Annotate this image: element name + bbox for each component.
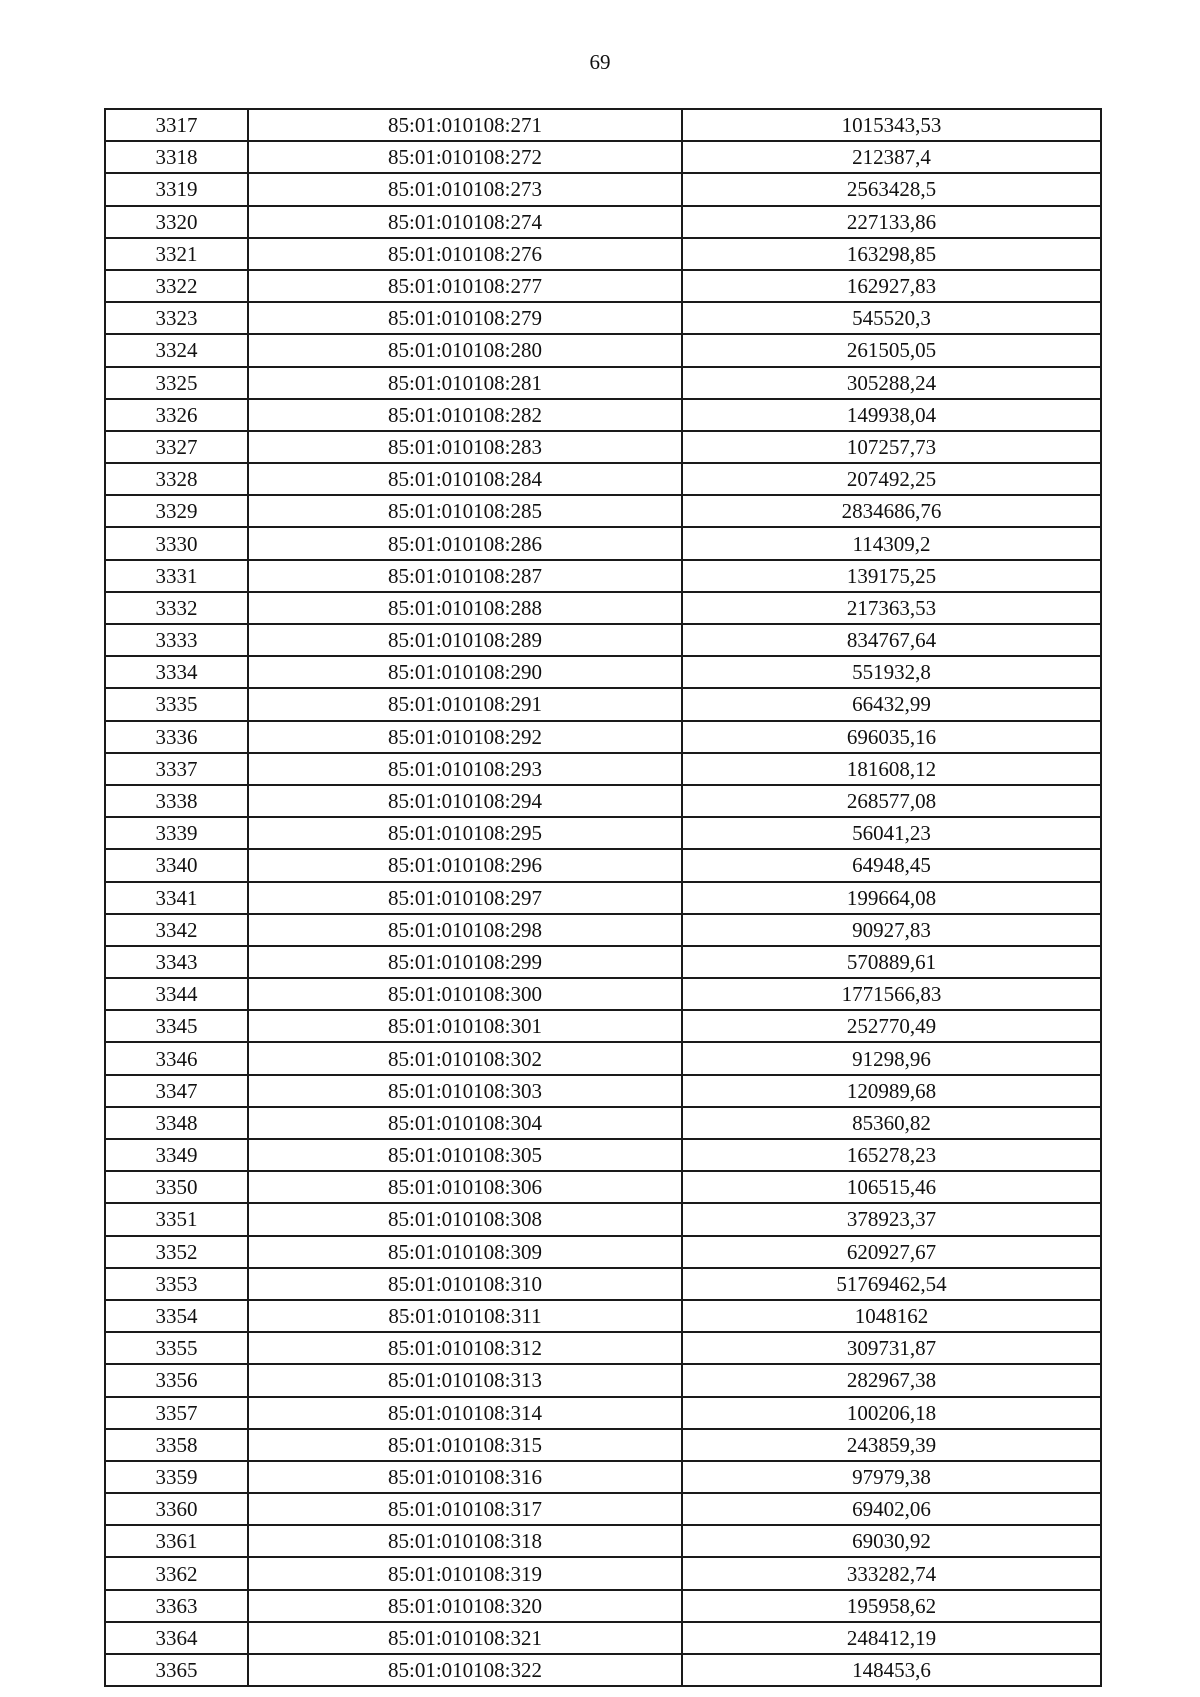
value-cell: 282967,38 — [682, 1364, 1101, 1396]
row-number-cell: 3330 — [105, 527, 248, 559]
value-cell: 163298,85 — [682, 238, 1101, 270]
value-cell: 85360,82 — [682, 1107, 1101, 1139]
table-row — [105, 1075, 1101, 1107]
row-number-cell: 3351 — [105, 1203, 248, 1235]
cadastral-number-cell: 85:01:010108:312 — [248, 1332, 682, 1364]
table-row — [105, 1461, 1101, 1493]
value-cell: 570889,61 — [682, 946, 1101, 978]
row-number-cell: 3353 — [105, 1268, 248, 1300]
table-row — [105, 656, 1101, 688]
value-cell: 149938,04 — [682, 399, 1101, 431]
table-row — [105, 817, 1101, 849]
table-row — [105, 1268, 1101, 1300]
cadastral-number-cell: 85:01:010108:279 — [248, 302, 682, 334]
row-number-cell: 3348 — [105, 1107, 248, 1139]
cadastral-number-cell: 85:01:010108:316 — [248, 1461, 682, 1493]
table-row — [105, 624, 1101, 656]
value-cell: 252770,49 — [682, 1010, 1101, 1042]
row-number-cell: 3358 — [105, 1429, 248, 1461]
cadastral-number-cell: 85:01:010108:306 — [248, 1171, 682, 1203]
table-row — [105, 141, 1101, 173]
cadastral-number-cell: 85:01:010108:292 — [248, 721, 682, 753]
table-row — [105, 302, 1101, 334]
row-number-cell: 3343 — [105, 946, 248, 978]
table-row — [105, 1171, 1101, 1203]
table-row — [105, 914, 1101, 946]
cadastral-number-cell: 85:01:010108:322 — [248, 1654, 682, 1686]
cadastral-number-cell: 85:01:010108:314 — [248, 1397, 682, 1429]
table-row — [105, 1557, 1101, 1589]
table-row — [105, 1429, 1101, 1461]
cadastral-number-cell: 85:01:010108:293 — [248, 753, 682, 785]
row-number-cell: 3319 — [105, 173, 248, 205]
row-number-cell: 3349 — [105, 1139, 248, 1171]
cadastral-number-cell: 85:01:010108:317 — [248, 1493, 682, 1525]
table-row — [105, 1622, 1101, 1654]
row-number-cell: 3325 — [105, 367, 248, 399]
cadastral-number-cell: 85:01:010108:285 — [248, 495, 682, 527]
cadastral-number-cell: 85:01:010108:296 — [248, 849, 682, 881]
cadastral-number-cell: 85:01:010108:289 — [248, 624, 682, 656]
page-number: 69 — [589, 50, 611, 74]
value-cell: 1048162 — [682, 1300, 1101, 1332]
cadastral-number-cell: 85:01:010108:313 — [248, 1364, 682, 1396]
row-number-cell: 3328 — [105, 463, 248, 495]
value-cell: 97979,38 — [682, 1461, 1101, 1493]
value-cell: 207492,25 — [682, 463, 1101, 495]
table-row — [105, 688, 1101, 720]
cadastral-number-cell: 85:01:010108:283 — [248, 431, 682, 463]
cadastral-number-cell: 85:01:010108:310 — [248, 1268, 682, 1300]
table-row — [105, 1525, 1101, 1557]
row-number-cell: 3331 — [105, 560, 248, 592]
row-number-cell: 3333 — [105, 624, 248, 656]
table-row — [105, 399, 1101, 431]
cadastral-number-cell: 85:01:010108:305 — [248, 1139, 682, 1171]
value-cell: 106515,46 — [682, 1171, 1101, 1203]
table-row — [105, 1010, 1101, 1042]
value-cell: 2834686,76 — [682, 495, 1101, 527]
table-row — [105, 1364, 1101, 1396]
row-number-cell: 3345 — [105, 1010, 248, 1042]
table-row — [105, 367, 1101, 399]
table-row — [105, 495, 1101, 527]
table-row — [105, 463, 1101, 495]
cadastral-number-cell: 85:01:010108:308 — [248, 1203, 682, 1235]
table-row — [105, 753, 1101, 785]
table-row — [105, 1332, 1101, 1364]
cadastral-number-cell: 85:01:010108:300 — [248, 978, 682, 1010]
table-row — [105, 527, 1101, 559]
cadastral-number-cell: 85:01:010108:291 — [248, 688, 682, 720]
row-number-cell: 3360 — [105, 1493, 248, 1525]
cadastral-number-cell: 85:01:010108:281 — [248, 367, 682, 399]
table-row — [105, 882, 1101, 914]
cadastral-number-cell: 85:01:010108:294 — [248, 785, 682, 817]
table-row — [105, 109, 1101, 141]
row-number-cell: 3323 — [105, 302, 248, 334]
table-row — [105, 1654, 1101, 1686]
value-cell: 551932,8 — [682, 656, 1101, 688]
table-row — [105, 560, 1101, 592]
value-cell: 243859,39 — [682, 1429, 1101, 1461]
value-cell: 333282,74 — [682, 1557, 1101, 1589]
value-cell: 2563428,5 — [682, 173, 1101, 205]
row-number-cell: 3354 — [105, 1300, 248, 1332]
row-number-cell: 3327 — [105, 431, 248, 463]
table-row — [105, 1236, 1101, 1268]
row-number-cell: 3347 — [105, 1075, 248, 1107]
row-number-cell: 3364 — [105, 1622, 248, 1654]
value-cell: 261505,05 — [682, 334, 1101, 366]
row-number-cell: 3332 — [105, 592, 248, 624]
table-row — [105, 978, 1101, 1010]
value-cell: 107257,73 — [682, 431, 1101, 463]
row-number-cell: 3335 — [105, 688, 248, 720]
row-number-cell: 3321 — [105, 238, 248, 270]
cadastral-number-cell: 85:01:010108:303 — [248, 1075, 682, 1107]
row-number-cell: 3341 — [105, 882, 248, 914]
table-row — [105, 1139, 1101, 1171]
row-number-cell: 3344 — [105, 978, 248, 1010]
row-number-cell: 3340 — [105, 849, 248, 881]
row-number-cell: 3326 — [105, 399, 248, 431]
row-number-cell: 3339 — [105, 817, 248, 849]
cadastral-number-cell: 85:01:010108:276 — [248, 238, 682, 270]
cadastral-number-cell: 85:01:010108:277 — [248, 270, 682, 302]
value-cell: 91298,96 — [682, 1042, 1101, 1074]
cadastral-number-cell: 85:01:010108:302 — [248, 1042, 682, 1074]
cadastral-number-cell: 85:01:010108:286 — [248, 527, 682, 559]
value-cell: 199664,08 — [682, 882, 1101, 914]
cadastral-number-cell: 85:01:010108:274 — [248, 206, 682, 238]
value-cell: 217363,53 — [682, 592, 1101, 624]
cadastral-number-cell: 85:01:010108:319 — [248, 1557, 682, 1589]
row-number-cell: 3355 — [105, 1332, 248, 1364]
table-row — [105, 1493, 1101, 1525]
value-cell: 620927,67 — [682, 1236, 1101, 1268]
value-cell: 181608,12 — [682, 753, 1101, 785]
value-cell: 51769462,54 — [682, 1268, 1101, 1300]
value-cell: 212387,4 — [682, 141, 1101, 173]
cadastral-number-cell: 85:01:010108:309 — [248, 1236, 682, 1268]
row-number-cell: 3320 — [105, 206, 248, 238]
row-number-cell: 3356 — [105, 1364, 248, 1396]
value-cell: 195958,62 — [682, 1590, 1101, 1622]
cadastral-number-cell: 85:01:010108:271 — [248, 109, 682, 141]
cadastral-number-cell: 85:01:010108:298 — [248, 914, 682, 946]
table-row — [105, 946, 1101, 978]
value-cell: 66432,99 — [682, 688, 1101, 720]
row-number-cell: 3350 — [105, 1171, 248, 1203]
row-number-cell: 3346 — [105, 1042, 248, 1074]
value-cell: 100206,18 — [682, 1397, 1101, 1429]
table-row — [105, 592, 1101, 624]
table-row — [105, 173, 1101, 205]
cadastral-number-cell: 85:01:010108:320 — [248, 1590, 682, 1622]
row-number-cell: 3363 — [105, 1590, 248, 1622]
table-row — [105, 1300, 1101, 1332]
value-cell: 69402,06 — [682, 1493, 1101, 1525]
cadastral-number-cell: 85:01:010108:304 — [248, 1107, 682, 1139]
table-row — [105, 206, 1101, 238]
row-number-cell: 3361 — [105, 1525, 248, 1557]
cadastral-number-cell: 85:01:010108:280 — [248, 334, 682, 366]
row-number-cell: 3352 — [105, 1236, 248, 1268]
table-row — [105, 431, 1101, 463]
cadastral-number-cell: 85:01:010108:297 — [248, 882, 682, 914]
cadastral-table — [104, 108, 1102, 1687]
value-cell: 227133,86 — [682, 206, 1101, 238]
value-cell: 545520,3 — [682, 302, 1101, 334]
row-number-cell: 3324 — [105, 334, 248, 366]
row-number-cell: 3337 — [105, 753, 248, 785]
value-cell: 1771566,83 — [682, 978, 1101, 1010]
value-cell: 696035,16 — [682, 721, 1101, 753]
cadastral-number-cell: 85:01:010108:295 — [248, 817, 682, 849]
table-body — [105, 109, 1101, 1686]
cadastral-number-cell: 85:01:010108:299 — [248, 946, 682, 978]
value-cell: 248412,19 — [682, 1622, 1101, 1654]
row-number-cell: 3334 — [105, 656, 248, 688]
cadastral-number-cell: 85:01:010108:288 — [248, 592, 682, 624]
cadastral-number-cell: 85:01:010108:321 — [248, 1622, 682, 1654]
row-number-cell: 3317 — [105, 109, 248, 141]
value-cell: 114309,2 — [682, 527, 1101, 559]
row-number-cell: 3318 — [105, 141, 248, 173]
value-cell: 378923,37 — [682, 1203, 1101, 1235]
table-row — [105, 1042, 1101, 1074]
row-number-cell: 3365 — [105, 1654, 248, 1686]
table-row — [105, 1107, 1101, 1139]
cadastral-number-cell: 85:01:010108:311 — [248, 1300, 682, 1332]
cadastral-number-cell: 85:01:010108:282 — [248, 399, 682, 431]
value-cell: 268577,08 — [682, 785, 1101, 817]
cadastral-number-cell: 85:01:010108:287 — [248, 560, 682, 592]
table-row — [105, 334, 1101, 366]
cadastral-number-cell: 85:01:010108:315 — [248, 1429, 682, 1461]
cadastral-number-cell: 85:01:010108:301 — [248, 1010, 682, 1042]
value-cell: 120989,68 — [682, 1075, 1101, 1107]
table-row — [105, 785, 1101, 817]
row-number-cell: 3336 — [105, 721, 248, 753]
table-row — [105, 1203, 1101, 1235]
value-cell: 56041,23 — [682, 817, 1101, 849]
cadastral-number-cell: 85:01:010108:273 — [248, 173, 682, 205]
table-row — [105, 238, 1101, 270]
value-cell: 139175,25 — [682, 560, 1101, 592]
table-row — [105, 270, 1101, 302]
value-cell: 69030,92 — [682, 1525, 1101, 1557]
row-number-cell: 3322 — [105, 270, 248, 302]
row-number-cell: 3359 — [105, 1461, 248, 1493]
value-cell: 90927,83 — [682, 914, 1101, 946]
row-number-cell: 3357 — [105, 1397, 248, 1429]
value-cell: 1015343,53 — [682, 109, 1101, 141]
value-cell: 834767,64 — [682, 624, 1101, 656]
cadastral-number-cell: 85:01:010108:290 — [248, 656, 682, 688]
value-cell: 162927,83 — [682, 270, 1101, 302]
value-cell: 165278,23 — [682, 1139, 1101, 1171]
table-row — [105, 721, 1101, 753]
row-number-cell: 3329 — [105, 495, 248, 527]
table-row — [105, 849, 1101, 881]
cadastral-number-cell: 85:01:010108:272 — [248, 141, 682, 173]
table-row — [105, 1590, 1101, 1622]
value-cell: 305288,24 — [682, 367, 1101, 399]
value-cell: 309731,87 — [682, 1332, 1101, 1364]
cadastral-number-cell: 85:01:010108:318 — [248, 1525, 682, 1557]
cadastral-number-cell: 85:01:010108:284 — [248, 463, 682, 495]
value-cell: 148453,6 — [682, 1654, 1101, 1686]
table-row — [105, 1397, 1101, 1429]
row-number-cell: 3338 — [105, 785, 248, 817]
value-cell: 64948,45 — [682, 849, 1101, 881]
row-number-cell: 3362 — [105, 1557, 248, 1589]
row-number-cell: 3342 — [105, 914, 248, 946]
